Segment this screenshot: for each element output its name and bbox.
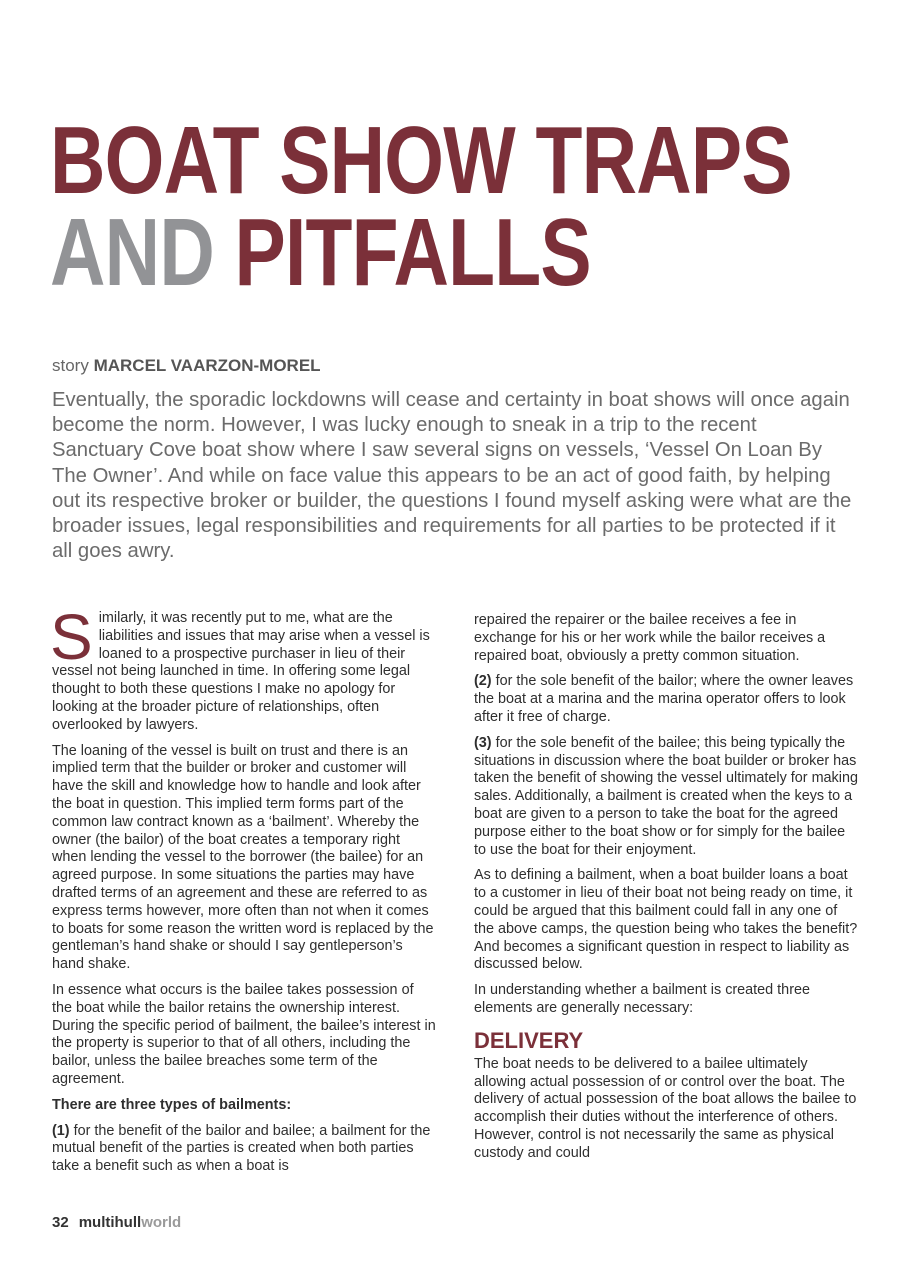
right-paragraph-3 — [474, 735, 859, 860]
right-paragraph-6: The boat needs to be delivered to a bailee ultimately allowing actual possession of or control over the boat. The delivery of actual possession of the boat allows the bailee to accomplish their duties without the interference of others. However, control is not necessarily the same as physical custody and could — [474, 1055, 857, 1161]
right-paragraph-4: As to defining a bailment, when a boat builder loans a boat to a customer in lieu of their boat not being ready on time, it could be argued that this bailment could fall in any one of the above camps, the question being who takes the benefit? And becomes a significant question in respect to liability as discussed below. — [474, 867, 858, 973]
left-paragraph-1 — [50, 601, 437, 735]
left-paragraph-3: In essence what occurs is the bailee takes possession of the boat while the bailor retains the ownership interest. During the specific period of bailment, the bailee’s interest in the property is superior to that of all others, including the bailor, unless the bailee breaches some term of the agreement. — [52, 981, 436, 1087]
byline — [52, 356, 321, 376]
type-3-text: for the sole benefit of the bailee; this being typically the situations in discussion where the boat builder or broker has taken the benefit of showing the vessel ultimately for making sales. Additionally, a bailment is created when the keys to a boat are given to a person to take the boat for the agreed purpose either to the boat show or for simply for the bailee to use the boat for their enjoyment. — [474, 734, 858, 858]
standfirst: Eventually, the sporadic lockdowns will cease and certainty in boat shows will once again become the norm. However, I was lucky enough to sneak in a trip to the recent Sanctuary Cove boat show where I saw several signs on vessels, ‘Vessel On Loan By The Owner’. And while on face value this appears to be an act of good faith, by helping out its respective broker or builder, the questions I found myself asking were what are the broader issues, legal responsibilities and requirements for all parties to be protected if it all goes awry. — [52, 389, 852, 563]
right-paragraph-5: In understanding whether a bailment is created three elements are generally necessary: — [474, 982, 810, 1016]
brand-light: world — [141, 1214, 182, 1231]
brand-bold: multihull — [78, 1214, 142, 1231]
left-column — [50, 601, 437, 1184]
headline — [50, 107, 792, 306]
left-paragraph-5 — [52, 1123, 437, 1176]
bailment-types-heading — [52, 1097, 437, 1115]
drop-cap: S — [50, 601, 93, 673]
right-column — [474, 612, 859, 1171]
headline-pitfalls: PITFALLS — [234, 199, 591, 306]
left-paragraph-2: The loaning of the vessel is built on trust and there is an implied term that the builder or broker and customer will have the skill and knowledge how to handle and look after the boat in question. This implied term forms part of the common law contract known as a ‘bailment’. Whereby the owner (the bailor) of the boat creates a temporary right when lending the vessel to the borrower (the bailee) for an agreed purpose. In some situations the parties may have drafted terms of an agreement and these are referred to as express terms however, more often than not when it comes to boats for some reason the written word is replaced by the gentleman’s hand shake or should I say gentleperson’s hand shake. — [52, 742, 434, 973]
bailment-types-heading-text: There are three types of bailments: — [52, 1096, 292, 1113]
byline-author: MARCEL VAARZON-MOREL — [93, 356, 321, 375]
byline-prefix: story — [52, 356, 89, 375]
type-1-text: for the benefit of the bailor and bailee; a bailment for the mutual benefit of the parties is created when both parties take a benefit such as when a boat is — [52, 1122, 431, 1175]
type-1-number: (1) — [52, 1122, 70, 1139]
type-2-number: (2) — [474, 673, 492, 690]
headline-line-2 — [50, 199, 792, 306]
right-paragraph-2 — [474, 673, 859, 726]
right-paragraph-1: repaired the repairer or the bailee receives a fee in exchange for his or her work while the bailor receives a repaired boat, obviously a pretty common situation. — [474, 612, 826, 664]
type-3-number: (3) — [474, 734, 492, 751]
headline-line-1: BOAT SHOW TRAPS — [50, 107, 792, 214]
page-footer — [52, 1214, 181, 1231]
left-paragraph-1-text: imilarly, it was recently put to me, what are the liabilities and issues that may arise when a vessel is loaned to a prospective purchaser in lieu of their vessel not being launched in time. In offering some legal thought to both these questions I make no apology for looking at the broader picture of relationships, often overlooked by lawyers. — [52, 610, 430, 733]
page-number: 32 — [52, 1214, 69, 1231]
subhead-delivery: DELIVERY — [474, 1027, 584, 1053]
type-2-text: for the sole benefit of the bailor; where the owner leaves the boat at a marina and the marina operator offers to look after it free of charge. — [474, 673, 854, 725]
headline-and: AND — [50, 199, 214, 306]
